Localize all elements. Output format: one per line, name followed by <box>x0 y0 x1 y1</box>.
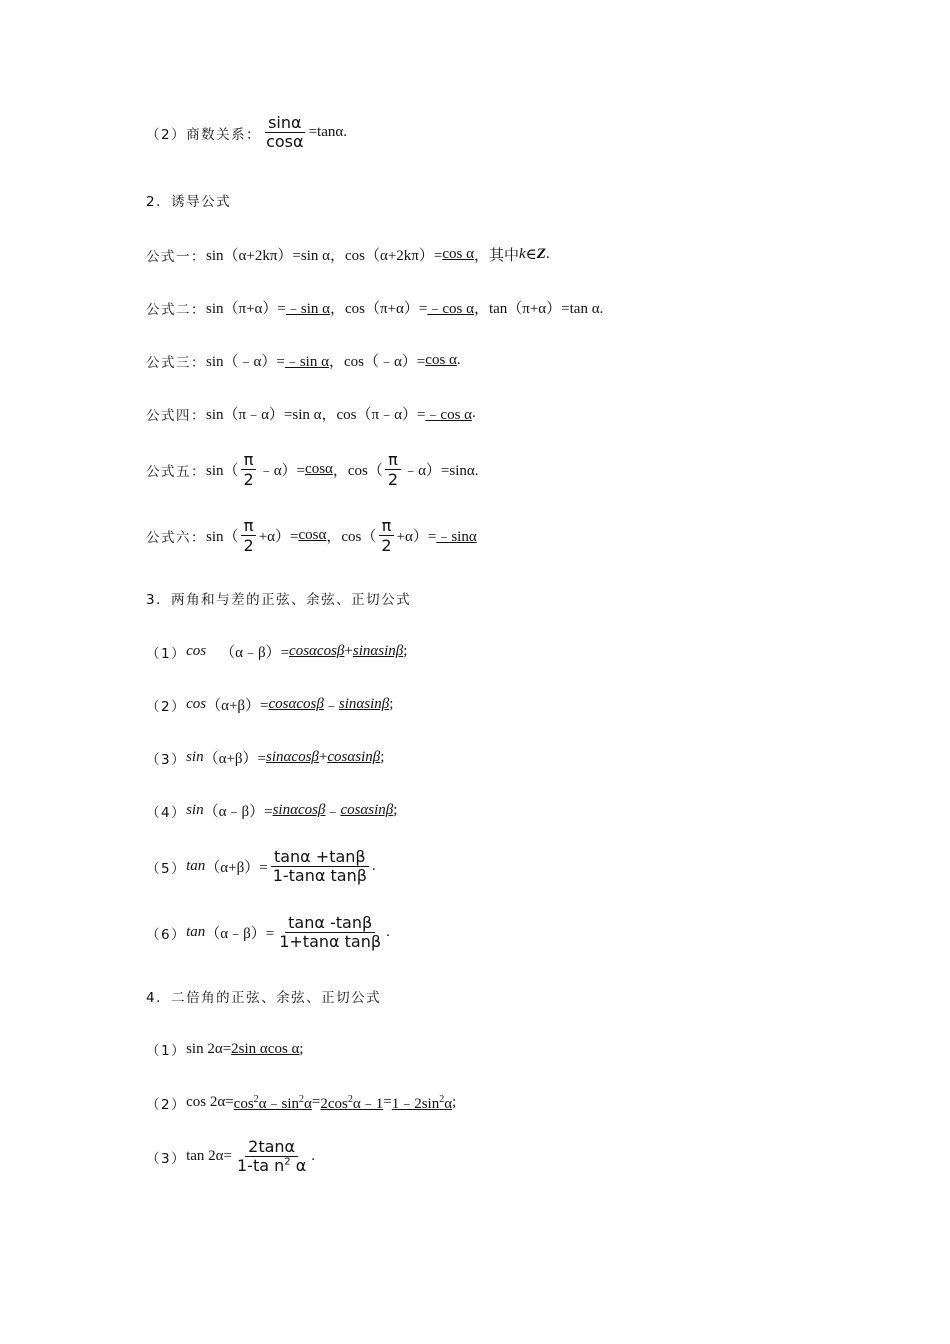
formula-text: = <box>311 1094 321 1110</box>
item-label: （6） <box>146 926 187 943</box>
formula-text: . <box>545 246 550 262</box>
formula-5 <box>146 450 479 489</box>
item-label: （5） <box>146 860 187 877</box>
fraction <box>378 516 394 555</box>
denominator: 1-ta $n^2$ α <box>237 1156 307 1175</box>
answer-blank: cosαsinβ <box>327 749 381 765</box>
formula-text: =tanα. <box>308 124 347 140</box>
formula-text: sin（π﹣α）=sin α，cos（π﹣α）= <box>206 407 426 423</box>
answer-blank: sinαsinβ <box>338 696 390 712</box>
formula-text: +α）= <box>258 529 299 545</box>
answer-blank: sinαcosβ <box>266 749 319 765</box>
formula-text: Z <box>536 246 546 262</box>
formula-4 <box>146 403 476 424</box>
answer-blank: cosα <box>298 527 327 543</box>
section-title-text: 2．诱导公式 <box>146 194 232 210</box>
formula-text: ﹣ <box>323 698 339 714</box>
formula-text: sin（π+α）= <box>206 301 286 317</box>
formula-text: ; <box>299 1040 304 1057</box>
formula-text: sin（ <box>206 463 239 479</box>
formula-text: （α﹣β）= <box>220 645 290 661</box>
fraction <box>385 450 401 489</box>
formula-text: ，cos（﹣α）= <box>328 354 426 370</box>
formula-text: ，其中 <box>473 248 519 264</box>
formula-text: ，cos（ <box>326 529 377 545</box>
fraction <box>234 1138 309 1175</box>
numerator: tanα -tanβ <box>285 914 375 933</box>
formula-label: 公式二： <box>146 301 206 318</box>
answer-blank: cosαcosβ <box>268 696 324 712</box>
answer-blank: ﹣sin α <box>284 354 329 370</box>
formula-text: （α﹣β）= <box>205 926 275 942</box>
formula-text: k <box>518 246 526 262</box>
formula-text: sin <box>186 802 204 818</box>
formula-text: ﹣α）= <box>258 463 306 479</box>
section-title <box>146 986 381 1006</box>
fraction <box>241 516 257 555</box>
answer-blank: cosαsinβ <box>340 802 394 818</box>
formula-text: . <box>311 1148 316 1164</box>
fraction <box>263 114 306 151</box>
sum-diff-formula-2 <box>146 694 393 715</box>
formula-text: （α+β）= <box>205 860 268 876</box>
answer-blank: ﹣sinα <box>436 529 477 545</box>
formula-text: tan 2α= <box>186 1148 232 1164</box>
formula-text: cos <box>186 643 207 659</box>
formula-text: （α﹣β）= <box>203 804 273 820</box>
formula-text: （α+β）= <box>206 698 269 714</box>
formula-text: ，cos（ <box>332 463 383 479</box>
item-label: （3） <box>146 1150 187 1167</box>
formula-text: tan <box>186 924 206 940</box>
denominator: 2 <box>243 536 254 555</box>
formula-text: sin <box>186 749 204 765</box>
answer-blank: $2\cos^2\alpha﹣1$ <box>320 1094 384 1112</box>
item-label: （1） <box>146 645 187 662</box>
numerator: sinα <box>265 114 304 133</box>
formula-3 <box>146 350 461 371</box>
formula-text: ; <box>452 1094 457 1110</box>
formula-text: +α）= <box>396 529 437 545</box>
section-title <box>146 190 231 210</box>
numerator: π <box>379 516 395 536</box>
item-label: （3） <box>146 751 187 768</box>
numerator: π <box>241 516 257 536</box>
formula-1 <box>146 244 550 265</box>
sum-diff-formula-3 <box>146 747 384 768</box>
answer-blank: cos α <box>425 352 457 368</box>
answer-blank: cos α <box>442 246 474 262</box>
answer-blank: ﹣cos α <box>425 407 473 423</box>
numerator: π <box>385 450 401 470</box>
denominator: 1-tanα tanβ <box>272 866 367 885</box>
sum-diff-formula-4 <box>146 800 397 821</box>
formula-text: ﹣ <box>325 804 341 820</box>
formula-text: cos <box>186 696 207 712</box>
double-angle-formula-1 <box>146 1039 304 1059</box>
denominator: 2 <box>381 536 392 555</box>
item-label: （4） <box>146 804 187 821</box>
numerator: 2tanα <box>245 1138 298 1157</box>
formula-label: 公式一： <box>146 248 206 265</box>
denominator: 2 <box>243 470 254 489</box>
double-angle-formula-3 <box>146 1138 315 1175</box>
formula-text: + <box>318 749 328 765</box>
item-label: （2）商数关系： <box>146 126 262 143</box>
formula-text: ; <box>403 643 408 659</box>
denominator: cosα <box>266 132 304 151</box>
sum-diff-formula-1 <box>146 641 407 662</box>
formula-text: ; <box>380 749 385 765</box>
denominator: 2 <box>387 470 399 489</box>
formula-text: tan <box>186 858 206 874</box>
formula-text: sin（α+2kπ）=sin α，cos（α+2kπ）= <box>206 248 443 264</box>
formula-2 <box>146 297 603 318</box>
formula-text: ; <box>389 696 394 712</box>
fraction <box>270 848 370 885</box>
formula-text: . <box>386 924 390 940</box>
formula-text: ∈ <box>525 247 537 263</box>
formula-text: . <box>456 352 461 368</box>
numerator: tanα +tanβ <box>271 848 369 867</box>
formula-label: 公式五： <box>146 463 206 480</box>
formula-text: = <box>383 1094 392 1110</box>
answer-blank: sinαsinβ <box>352 643 404 659</box>
answer-blank: $1﹣2\sin^2\alpha$ <box>391 1094 453 1112</box>
formula-text: sin（﹣α）= <box>206 354 285 370</box>
formula-text: ; <box>393 802 398 818</box>
formula-text: cos 2α= <box>186 1094 234 1110</box>
answer-blank: 2sin αcos α <box>231 1040 300 1057</box>
answer-blank: cosαcosβ <box>289 643 345 659</box>
answer-blank: sinαcosβ <box>272 802 326 818</box>
item-label: （2） <box>146 698 187 715</box>
sum-diff-formula-5 <box>146 848 376 885</box>
answer-blank: $\cos^2\alpha﹣\sin^2\alpha$ <box>233 1094 312 1112</box>
section-title-text: 4．二倍角的正弦、余弦、正切公式 <box>146 990 382 1006</box>
formula-6 <box>146 516 477 555</box>
formula-label: 公式六： <box>146 529 206 546</box>
formula-text: sin 2α= <box>186 1040 232 1057</box>
denominator: 1+tanα tanβ <box>279 932 382 951</box>
numerator: π <box>241 450 257 470</box>
formula-text: ，tan（π+α）=tan α. <box>473 301 604 317</box>
item-label: （2） <box>146 1096 187 1113</box>
section-title <box>146 588 411 608</box>
formula-text: （α+β）= <box>203 751 267 767</box>
section-title-text: 3．两角和与差的正弦、余弦、正切公式 <box>146 592 412 608</box>
fraction <box>276 914 384 951</box>
formula-text: . <box>371 858 376 874</box>
formula-label: 公式四： <box>146 407 206 424</box>
quotient-relation <box>146 114 347 151</box>
formula-text: ，cos（π+α）= <box>329 301 428 317</box>
formula-text: . <box>472 405 476 421</box>
item-label: （1） <box>146 1043 187 1059</box>
answer-blank: cosα <box>305 461 333 477</box>
formula-text: sin（ <box>206 529 239 545</box>
formula-text: + <box>344 643 353 659</box>
fraction <box>241 450 257 489</box>
sum-diff-formula-6 <box>146 914 390 951</box>
answer-blank: ﹣sin α <box>285 301 330 317</box>
formula-label: 公式三： <box>146 354 206 371</box>
answer-blank: ﹣cos α <box>427 301 474 317</box>
formula-text: ﹣α）=sinα. <box>403 463 479 479</box>
double-angle-formula-2 <box>146 1092 456 1113</box>
